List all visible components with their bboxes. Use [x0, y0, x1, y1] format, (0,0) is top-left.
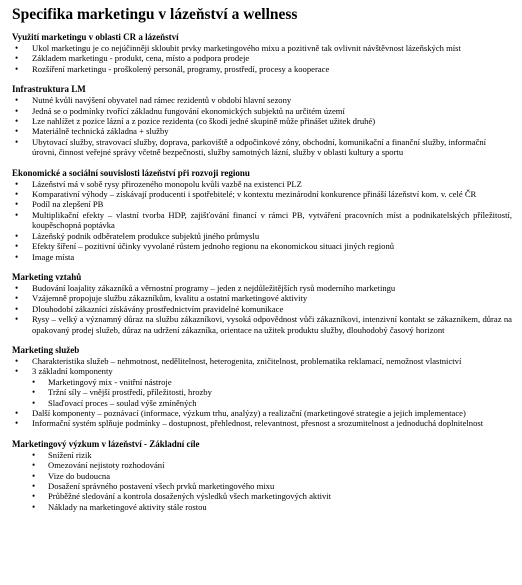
section-marketingovy-vyzkum — [12, 439, 512, 512]
section-marketing-vztahu — [12, 272, 512, 335]
section-heading: Ekonomické a sociální souvislosti lázeňství při rozvoji regionu — [12, 167, 250, 178]
list-item: • Další komponenty – poznávací (informace, výzkum trhu, analýzy) a realizační (marketingové strategie a jejich implementace) — [12, 408, 512, 418]
bullet-list — [12, 356, 512, 429]
list-item: • Základem marketingu - produkt, cena, místo a podpora prodeje — [12, 53, 512, 63]
list-item: • Multiplikační efekty – vlastní tvorba HDP, zajišťování financí v rámci PB, vytváření pracovních míst a podnikatelských příležitostí, koupěschopná poptávka — [12, 210, 512, 231]
bullet-list — [12, 43, 512, 74]
section-heading: Infrastruktura LM — [12, 84, 86, 95]
section-marketing-sluzeb — [12, 345, 512, 429]
list-item: • Ukol marketingu je co nejúčinněji skloubit prvky marketingového mixu a pozitivně tak ovlivnit návštěvnost lázeňských míst — [12, 43, 512, 53]
list-item: • Lze nahlížet z pozice lázní a z pozice rezidenta (co škodí jedné skupině může přinášet užitek druhé) — [12, 116, 512, 126]
sub-list-item: • Tržní síly – vnější prostředí, příležitosti, hrozby — [12, 387, 512, 397]
sub-list-item: • Omezování nejistoty rozhodování — [12, 460, 512, 470]
list-item: • 3 základní komponenty — [12, 366, 512, 376]
sub-list-item: • Vize do budoucna — [12, 471, 512, 481]
bullet-list — [12, 95, 512, 157]
list-item: • Vzájemně propojuje službu zákazníkům, kvalitu a ostatní marketingové aktivity — [12, 293, 512, 303]
section-heading: Marketing vztahů — [12, 271, 82, 282]
bullet-list — [12, 179, 512, 262]
list-item: • Efekty šíření – pozitivní účinky vyvolané růstem jednoho regionu na ekonomickou situaci jiných regionů — [12, 241, 512, 251]
section-ekonomicke-souvislosti — [12, 168, 512, 262]
list-item: • Podíl na zlepšení PB — [12, 199, 512, 209]
section-heading: Marketing služeb — [12, 344, 80, 355]
section-heading: Marketingový výzkum v lázeňství - Základní cíle — [12, 438, 200, 449]
section-marketing-cr — [12, 32, 512, 74]
list-item: • Dlouhodobí zákazníci získávány prostřednictvím pravidelné komunikace — [12, 304, 512, 314]
list-item: • Lázeňský podnik odběratelem produkce subjektů jiného průmyslu — [12, 231, 512, 241]
sub-list-item: • Marketingový mix - vnitřní nástroje — [12, 377, 512, 387]
list-item: • Komparativní výhody – získávají producenti i spotřebitelé; v kontextu mezinárodní konkurence přináší lázeňství kom. v. celé ČR — [12, 189, 512, 199]
document-title: Specifika marketingu v lázeňství a wellness — [12, 6, 298, 23]
list-item: • Rozšíření marketingu - proškolený personál, programy, prostředí, procesy a kooperace — [12, 64, 512, 74]
sub-list-item: • Náklady na marketingové aktivity stále rostou — [12, 502, 512, 512]
sub-list-item: • Snížení rizik — [12, 450, 512, 460]
sub-list-item: • Dosažení správného postavení všech prvků marketingového mixu — [12, 481, 512, 491]
bullet-list — [12, 283, 512, 335]
list-item: • Nutné kvůli navýšení obyvatel nad rámec rezidentů v období hlavní sezony — [12, 95, 512, 105]
list-item: • Jedná se o podmínky tvořící základnu fungování ekonomických subjektů na určitém území — [12, 106, 512, 116]
list-item: • Charakteristika služeb – nehmotnost, nedělitelnost, heterogenita, zničitelnost, problematika reklamací, nemožnost vlastnictví — [12, 356, 512, 366]
sub-bullet-list — [12, 450, 512, 512]
list-item: • Image místa — [12, 252, 512, 262]
list-item: • Materiálně technická základna + služby — [12, 126, 512, 136]
list-item: • Budování loajality zákazníků a věrnostní programy – jeden z nejdůležitějších rysů moderního marketingu — [12, 283, 512, 293]
list-item: • Rysy – velký a významný důraz na službu zákazníkovi, vysoká odpovědnost vůči zákazníkovi, intenzivní kontakt se zákazníkem, důraz na opakovaný prodej služeb, důraz na udržení zákazníka, orientace na užitek produktu služby, dlouhodobý časový horizont — [12, 314, 512, 335]
section-heading: Využití marketingu v oblasti CR a lázeňství — [12, 32, 179, 42]
list-item: • Lázeňství má v sobě rysy přirozeného monopolu kvůli vazbě na existenci PLZ — [12, 179, 512, 189]
sub-list-item: • Průběžné sledování a kontrola dosažených výsledků všech marketingových aktivit — [12, 491, 512, 501]
sub-list-item: • Slaďovací proces – soulad výše zmíněných — [12, 398, 512, 408]
list-item: • Ubytovací služby, stravovací služby, doprava, parkoviště a odpočinkové zóny, obchodní, komunikační a finanční služby, informační úrovni, činnost veřejné správy včetně bezpečnosti, služby samotných lázní, služby v oblasti kultury a sportu — [12, 137, 512, 158]
list-item: • Informační systém splňuje podmínky – dostupnost, přehlednost, relevantnost, přesnost a srozumitelnost a jednoduchá doplnitelnost — [12, 418, 512, 428]
section-infrastruktura — [12, 84, 512, 157]
